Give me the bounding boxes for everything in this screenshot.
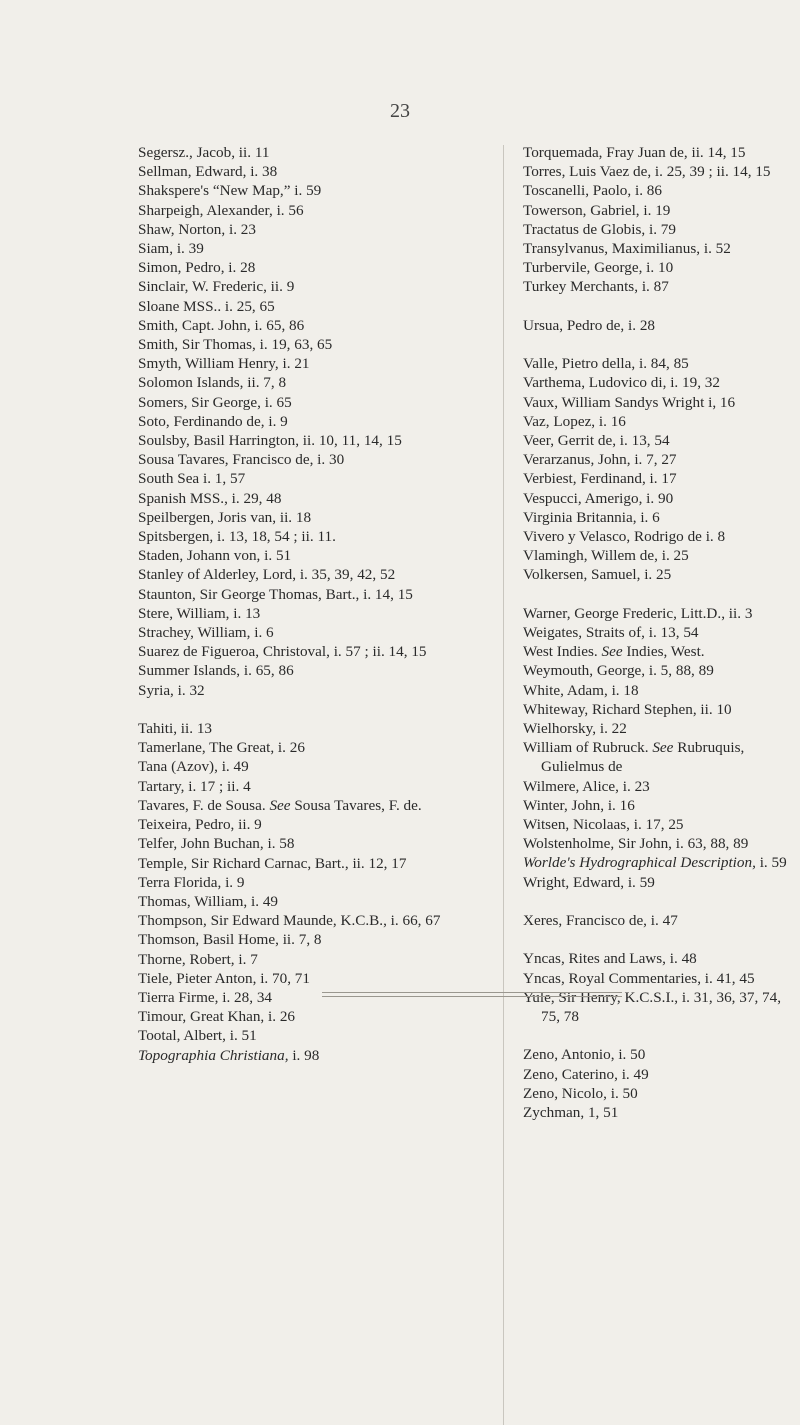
bottom-rule <box>322 996 622 997</box>
index-entry-text: Smith, Capt. John, i. 65, 86 <box>138 316 305 334</box>
index-entry-text: Suarez de Figueroa, Christoval, i. 57 ; ii. 14, 15 <box>138 643 427 661</box>
index-entry-reference: i. 98 <box>292 1046 320 1064</box>
index-entry-text: Spitsbergen, i. 13, 18, 54 ; ii. 11. <box>138 528 336 546</box>
index-entry <box>523 1065 788 1084</box>
index-entry <box>138 719 498 738</box>
index-entry-text: Weymouth, George, i. 5, 88, 89 <box>523 662 714 680</box>
index-entry-text: Soto, Ferdinando de, i. 9 <box>138 412 288 430</box>
index-entry-text: William of Rubruck. <box>523 739 649 757</box>
index-entry-text: Staden, Johann von, i. 51 <box>138 547 292 565</box>
index-entry <box>138 892 498 911</box>
index-entry-text: Vlamingh, Willem de, i. 25 <box>523 547 689 565</box>
index-entry <box>523 489 788 508</box>
index-entry <box>138 546 498 565</box>
index-entry <box>523 969 788 988</box>
index-entry-text: Sinclair, W. Frederic, ii. 9 <box>138 278 295 296</box>
index-entry <box>523 412 788 431</box>
index-entry <box>138 239 498 258</box>
index-entry-text: Whiteway, Richard Stephen, ii. 10 <box>523 700 732 718</box>
index-entry <box>138 277 498 296</box>
index-entry-text: Winter, John, i. 16 <box>523 796 635 814</box>
index-entry <box>138 450 498 469</box>
index-entry-text: Timour, Great Khan, i. 26 <box>138 1008 296 1026</box>
index-entry-text: Turkey Merchants, i. 87 <box>523 278 669 296</box>
column-divider <box>503 145 504 1425</box>
index-entry-text: Wilmere, Alice, i. 23 <box>523 777 650 795</box>
index-entry-text: Turbervile, George, i. 10 <box>523 259 674 277</box>
index-entry-text: Thompson, Sir Edward Maunde, K.C.B., i. 66, 67 <box>138 912 441 930</box>
index-entry <box>523 508 788 527</box>
index-entry <box>523 719 788 738</box>
index-entry-text: Vaz, Lopez, i. 16 <box>523 412 626 430</box>
index-entry <box>523 162 788 181</box>
index-entry-text: Thomson, Basil Home, ii. 7, 8 <box>138 931 322 949</box>
index-entry-text: Zychman, 1, 51 <box>523 1104 619 1122</box>
index-entry-reference: Indies, West. <box>626 643 705 661</box>
index-entry-text: Valle, Pietro della, i. 84, 85 <box>523 355 689 373</box>
index-entry-text: Vespucci, Amerigo, i. 90 <box>523 489 674 507</box>
index-entry-text: Syria, i. 32 <box>138 681 205 699</box>
index-entry <box>138 585 498 604</box>
see-reference: See <box>652 739 674 757</box>
index-entry-text: Spanish MSS., i. 29, 48 <box>138 489 282 507</box>
index-entry-text: Speilbergen, Joris van, ii. 18 <box>138 508 312 526</box>
index-entry-text: Staunton, Sir George Thomas, Bart., i. 14, 15 <box>138 585 413 603</box>
index-entry-text: Thomas, William, i. 49 <box>138 892 279 910</box>
index-entry-text: Vaux, William Sandys Wright i, 16 <box>523 393 736 411</box>
index-entry <box>138 1007 498 1026</box>
index-entry <box>138 681 498 700</box>
index-entry <box>138 777 498 796</box>
index-entry <box>138 1026 498 1045</box>
index-entry <box>138 988 498 1007</box>
index-entry-reference: Rubruquis, Gulielmus de <box>541 739 745 776</box>
index-entry-text: Wolstenholme, Sir John, i. 63, 88, 89 <box>523 835 749 853</box>
index-entry-text: Wright, Edward, i. 59 <box>523 873 655 891</box>
index-entry-text: Varthema, Ludovico di, i. 19, 32 <box>523 374 720 392</box>
index-entry <box>138 854 498 873</box>
index-entry <box>523 988 788 1026</box>
index-entry-text: Sloane MSS.. i. 25, 65 <box>138 297 275 315</box>
index-entry-text: Smyth, William Henry, i. 21 <box>138 355 310 373</box>
index-entry-text: Teixeira, Pedro, ii. 9 <box>138 816 262 834</box>
index-entry-text: Yncas, Rites and Laws, i. 48 <box>523 950 697 968</box>
index-entry <box>523 834 788 853</box>
index-entry-text: Xeres, Francisco de, i. 47 <box>523 912 678 930</box>
index-entry <box>138 220 498 239</box>
index-column-left <box>138 143 498 1065</box>
index-entry-text: Zeno, Caterino, i. 49 <box>523 1065 649 1083</box>
page-number: 23 <box>390 100 410 122</box>
index-entry-text: Stere, William, i. 13 <box>138 604 261 622</box>
index-entry-text: Shaw, Norton, i. 23 <box>138 220 256 238</box>
index-entry-text: Volkersen, Samuel, i. 25 <box>523 566 672 584</box>
index-entry-text: Segersz., Jacob, ii. 11 <box>138 144 270 161</box>
index-entry <box>523 796 788 815</box>
index-entry-text: Smith, Sir Thomas, i. 19, 63, 65 <box>138 336 333 354</box>
index-entry <box>523 873 788 892</box>
index-entry <box>138 815 498 834</box>
index-entry <box>523 546 788 565</box>
index-entry-text: Yule, Sir Henry, K.C.S.I., i. 31, 36, 37, 74, 75, 78 <box>523 988 782 1026</box>
index-entry <box>523 316 788 335</box>
index-entry-text: Verarzanus, John, i. 7, 27 <box>523 451 677 469</box>
index-entry <box>138 181 498 200</box>
index-entry-text: Torquemada, Fray Juan de, ii. 14, 15 <box>523 144 746 161</box>
index-entry <box>138 950 498 969</box>
index-entry-reference: Sousa Tavares, F. de. <box>294 796 422 814</box>
index-entry-text: Tiele, Pieter Anton, i. 70, 71 <box>138 969 310 987</box>
bottom-rule <box>322 992 622 993</box>
index-entry <box>138 873 498 892</box>
index-entry-text: Tavares, F. de Sousa. <box>138 796 266 814</box>
index-entry-text: Soulsby, Basil Harrington, ii. 10, 11, 14, 15 <box>138 432 402 450</box>
index-entry <box>138 642 498 661</box>
index-entry <box>523 777 788 796</box>
index-entry-text: Ursua, Pedro de, i. 28 <box>523 316 656 334</box>
index-entry <box>523 354 788 373</box>
index-entry-text: Thorne, Robert, i. 7 <box>138 950 258 968</box>
index-entry <box>523 373 788 392</box>
index-entry-text: Summer Islands, i. 65, 86 <box>138 662 294 680</box>
index-entry <box>523 143 788 162</box>
index-entry-text: Wielhorsky, i. 22 <box>523 720 627 738</box>
index-entry-text: Solomon Islands, ii. 7, 8 <box>138 374 287 392</box>
index-entry <box>138 834 498 853</box>
index-entry <box>138 297 498 316</box>
index-entry <box>523 277 788 296</box>
index-entry <box>138 162 498 181</box>
index-entry <box>138 489 498 508</box>
index-entry <box>523 450 788 469</box>
index-entry <box>138 911 498 930</box>
index-entry-text: White, Adam, i. 18 <box>523 681 639 699</box>
index-entry <box>138 757 498 776</box>
index-entry <box>523 1045 788 1064</box>
index-entry-text: Weigates, Straits of, i. 13, 54 <box>523 624 699 642</box>
index-entry <box>523 527 788 546</box>
index-entry-text: Tamerlane, The Great, i. 26 <box>138 739 305 757</box>
index-entry <box>523 1084 788 1103</box>
index-entry-text: Virginia Britannia, i. 6 <box>523 508 660 526</box>
index-entry <box>523 700 788 719</box>
index-entry-reference: i. 59 <box>759 854 787 872</box>
index-entry-text: Sousa Tavares, Francisco de, i. 30 <box>138 451 345 469</box>
index-entry <box>523 1103 788 1122</box>
see-reference: See <box>601 643 623 661</box>
index-entry-text: Warner, George Frederic, Litt.D., ii. 3 <box>523 604 753 622</box>
index-entry <box>138 565 498 584</box>
index-entry <box>523 393 788 412</box>
index-entry <box>523 853 788 872</box>
index-entry-text: Sellman, Edward, i. 38 <box>138 163 278 181</box>
index-entry-text: Veer, Gerrit de, i. 13, 54 <box>523 432 670 450</box>
index-entry <box>523 258 788 277</box>
index-entry <box>523 815 788 834</box>
index-entry <box>523 738 788 776</box>
index-entry <box>523 469 788 488</box>
index-entry <box>523 181 788 200</box>
index-entry <box>523 565 788 584</box>
index-entry-text: Worlde's Hydrographical Description, <box>523 854 756 872</box>
index-entry-text: Siam, i. 39 <box>138 240 204 258</box>
index-entry-text: Tierra Firme, i. 28, 34 <box>138 988 273 1006</box>
index-entry <box>138 969 498 988</box>
index-entry <box>138 796 498 815</box>
index-entry <box>523 642 788 661</box>
index-entry-text: Toscanelli, Paolo, i. 86 <box>523 182 662 200</box>
index-entry-text: Strachey, William, i. 6 <box>138 624 274 642</box>
index-entry <box>138 335 498 354</box>
index-entry <box>523 431 788 450</box>
index-entry <box>523 604 788 623</box>
index-entry-text: Stanley of Alderley, Lord, i. 35, 39, 42, 52 <box>138 566 396 584</box>
index-entry-text: Verbiest, Ferdinand, i. 17 <box>523 470 677 488</box>
index-entry <box>138 527 498 546</box>
index-entry <box>138 1046 498 1065</box>
index-entry-text: Torres, Luis Vaez de, i. 25, 39 ; ii. 14, 15 <box>523 163 771 181</box>
index-entry-text: Tractatus de Globis, i. 79 <box>523 220 676 238</box>
index-entry-text: Tana (Azov), i. 49 <box>138 758 249 776</box>
index-entry <box>138 604 498 623</box>
index-entry-text: Zeno, Nicolo, i. 50 <box>523 1084 638 1102</box>
index-entry <box>523 681 788 700</box>
index-entry <box>138 508 498 527</box>
index-entry <box>523 661 788 680</box>
index-entry-text: Tootal, Albert, i. 51 <box>138 1027 257 1045</box>
index-entry-text: Somers, Sir George, i. 65 <box>138 393 292 411</box>
index-entry <box>523 911 788 930</box>
index-entry-text: Tartary, i. 17 ; ii. 4 <box>138 777 251 795</box>
see-reference: See <box>269 796 291 814</box>
index-entry <box>138 431 498 450</box>
index-entry <box>138 930 498 949</box>
index-entry-text: West Indies. <box>523 643 598 661</box>
index-entry <box>138 738 498 757</box>
index-entry-text: Simon, Pedro, i. 28 <box>138 259 256 277</box>
index-entry-text: Vivero y Velasco, Rodrigo de i. 8 <box>523 528 726 546</box>
index-entry <box>523 623 788 642</box>
index-entry-text: Tahiti, ii. 13 <box>138 720 213 738</box>
index-entry <box>138 316 498 335</box>
index-entry <box>138 623 498 642</box>
index-entry-text: Towerson, Gabriel, i. 19 <box>523 201 671 219</box>
index-entry <box>138 258 498 277</box>
index-entry-text: Sharpeigh, Alexander, i. 56 <box>138 201 304 219</box>
index-entry <box>138 143 498 162</box>
index-entry-text: Witsen, Nicolaas, i. 17, 25 <box>523 816 684 834</box>
index-entry <box>138 393 498 412</box>
index-entry <box>523 201 788 220</box>
index-entry-text: Terra Florida, i. 9 <box>138 873 245 891</box>
index-entry-text: Topographia Christiana, <box>138 1046 289 1064</box>
index-entry <box>138 354 498 373</box>
index-entry-text: Telfer, John Buchan, i. 58 <box>138 835 295 853</box>
index-entry-text: Yncas, Royal Commentaries, i. 41, 45 <box>523 969 755 987</box>
index-entry <box>138 412 498 431</box>
index-entry-text: Zeno, Antonio, i. 50 <box>523 1046 646 1064</box>
index-entry <box>138 661 498 680</box>
index-entry-text: Transylvanus, Maximilianus, i. 52 <box>523 240 731 258</box>
index-entry <box>138 469 498 488</box>
index-entry <box>523 220 788 239</box>
index-column-right <box>523 143 788 1122</box>
index-entry <box>138 201 498 220</box>
index-entry-text: South Sea i. 1, 57 <box>138 470 246 488</box>
index-entry <box>523 949 788 968</box>
index-entry-text: Shakspere's “New Map,” i. 59 <box>138 182 322 200</box>
index-entry-text: Temple, Sir Richard Carnac, Bart., ii. 12, 17 <box>138 854 407 872</box>
index-entry <box>523 239 788 258</box>
index-entry <box>138 373 498 392</box>
